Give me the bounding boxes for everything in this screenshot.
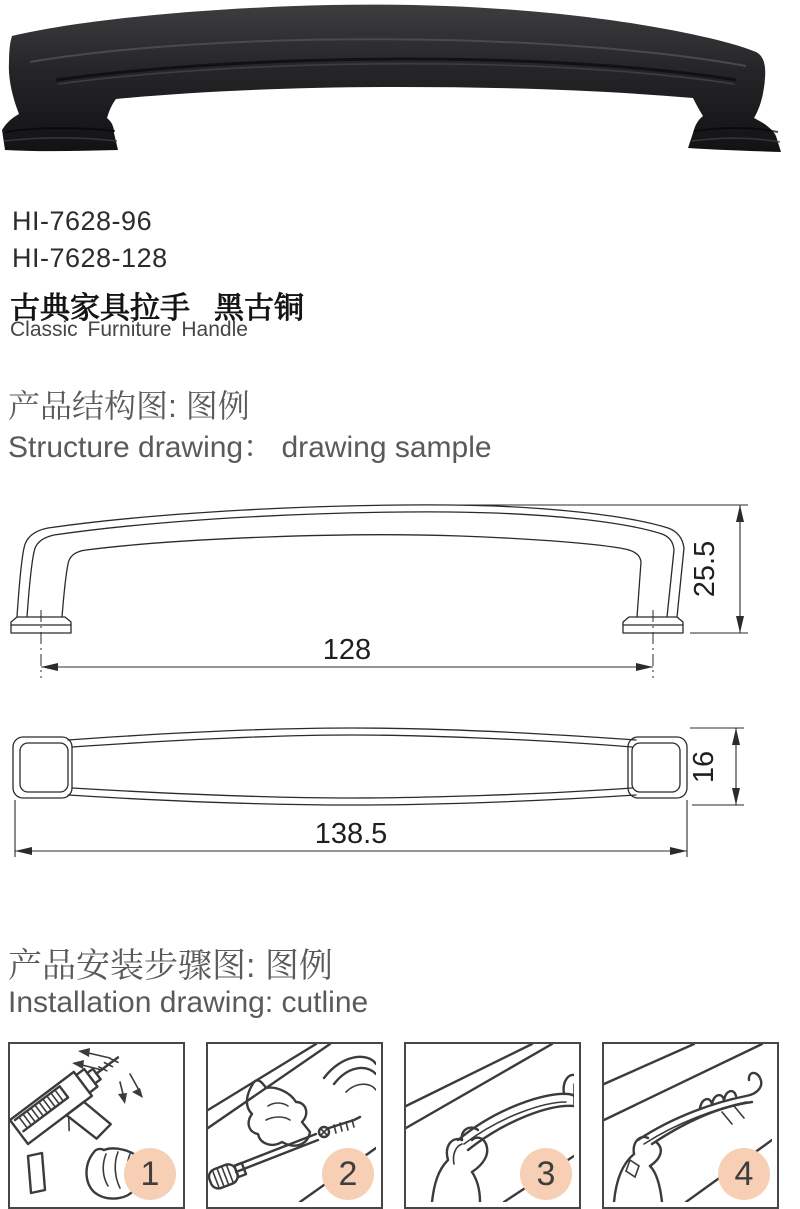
top-view-dimension-138-5 [15, 800, 687, 857]
step-number-badge [322, 1148, 374, 1200]
product-finish-zh: 黑古铜 [214, 292, 304, 325]
top-length-value: 138.5 [314, 818, 388, 850]
front-view-drawing [0, 492, 800, 692]
installation-steps-row [0, 1042, 800, 1209]
hand-positioning-handle [432, 1128, 487, 1202]
model-number-2: HI-7628-128 [12, 243, 168, 273]
installation-step-2 [206, 1042, 383, 1209]
step-number-badge [520, 1148, 572, 1200]
hand-pressing-handle [614, 1137, 662, 1202]
installation-step-4 [602, 1042, 779, 1209]
product-name-en: Classic Furniture Handle [10, 318, 248, 341]
handle-silhouette-top [324, 1057, 376, 1092]
installation-heading-en: Installation drawing: cutline [8, 986, 369, 1019]
handle-photo-silhouette [2, 5, 781, 152]
installation-step-1 [8, 1042, 185, 1209]
top-view-outline [13, 728, 687, 805]
wall-plug [28, 1153, 45, 1193]
step-number-badge [718, 1148, 770, 1200]
front-height-value: 25.5 [689, 540, 721, 598]
front-view-dimension-25-5 [455, 505, 748, 633]
step-number: 4 [734, 1154, 754, 1193]
front-view-dimension-128 [41, 610, 653, 678]
top-view-drawing [0, 712, 800, 864]
screw [319, 1117, 360, 1137]
installation-heading-zh: 产品安装步骤图: 图例 [8, 947, 333, 985]
step-number: 2 [338, 1154, 358, 1193]
hand-holding-screwdriver [247, 1080, 310, 1145]
model-number-1: HI-7628-96 [12, 206, 153, 236]
step-number: 3 [536, 1154, 556, 1193]
top-depth-value: 16 [688, 750, 720, 784]
front-view-outline [11, 505, 684, 633]
installation-step-3 [404, 1042, 581, 1209]
front-hole-spacing-value: 128 [322, 634, 372, 666]
product-name-zh-text: 古典家具拉手 [10, 292, 190, 325]
structure-heading-zh: 产品结构图: 图例 [8, 388, 250, 424]
top-view-dimension-16 [688, 728, 744, 805]
step-number-badge [124, 1148, 176, 1200]
product-photo [0, 0, 800, 172]
step-number: 1 [140, 1154, 160, 1193]
structure-heading-en: Structure drawing： drawing sample [8, 431, 492, 464]
motion-arrows [72, 1048, 143, 1104]
